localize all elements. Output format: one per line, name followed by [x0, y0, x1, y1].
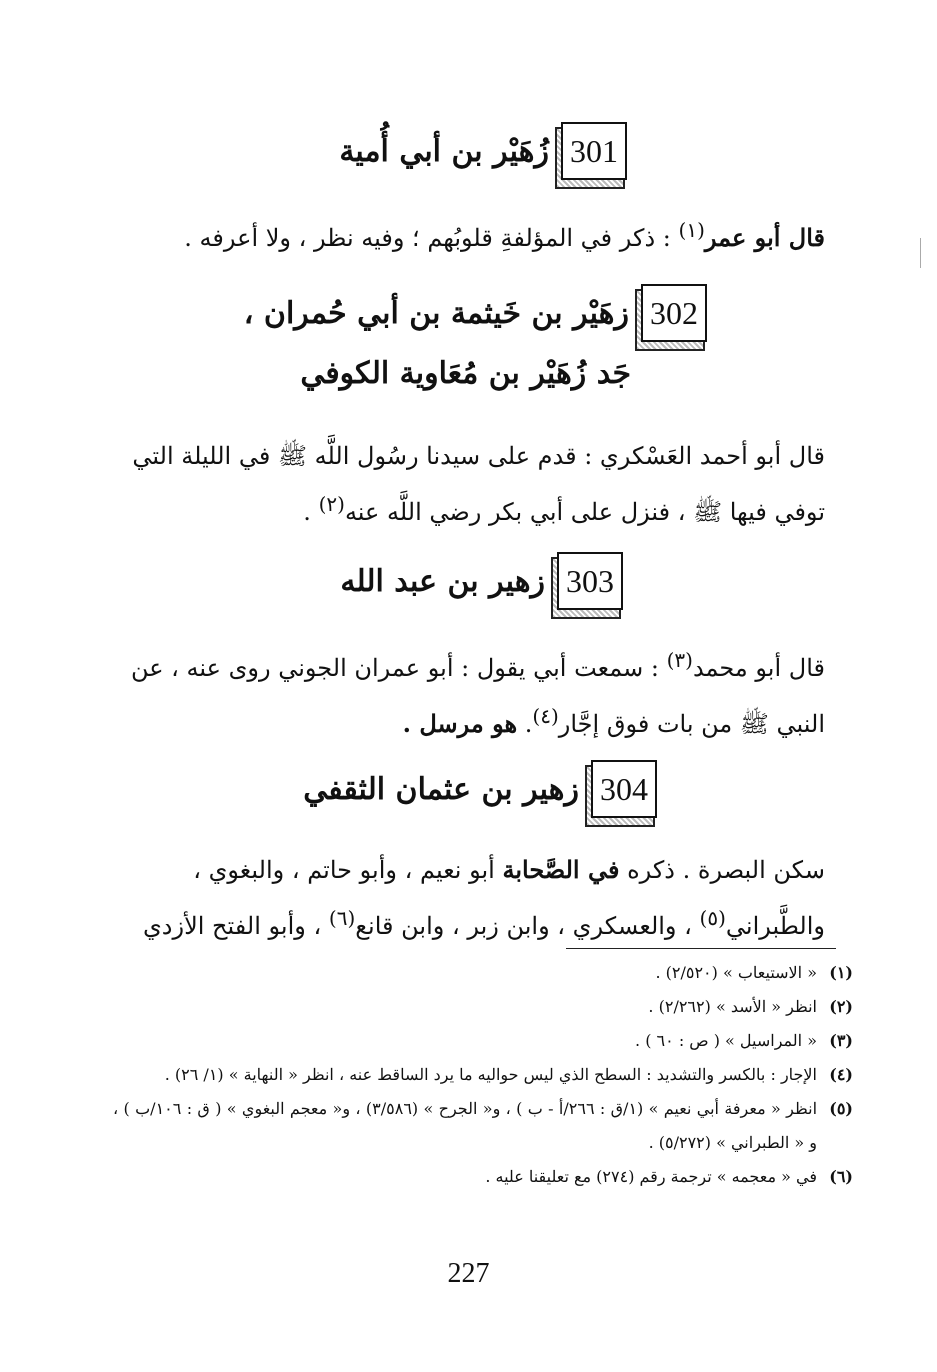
entry-number: 303 [557, 552, 623, 610]
paragraph-301 [109, 206, 825, 262]
entry-heading-302 [244, 284, 707, 342]
entry-heading-304 [303, 760, 657, 818]
paragraph-303: قال أبو محمد$^{(٣)}$ : سمعت أبي يقول : أبو عمران الجوني روى عنه ، عن النبي ﷺ من بات فوق إجَّار$^{(٤)}$. هو مرسل . [130, 648, 825, 738]
entry-heading-303 [340, 552, 623, 610]
footnotes [113, 956, 853, 1194]
ruling: هو مرسل . [402, 709, 518, 738]
footnote-ref: (٣) [666, 648, 693, 672]
entry-title: زهير بن عبد الله [340, 563, 545, 599]
paragraph-text: توفي فيها ﷺ ، فنزل على أبي بكر رضي اللَّه عنه [344, 498, 825, 526]
paragraph-302: قال أبو أحمد العَسْكري : قدم على سيدنا رسُول اللَّه ﷺ في الليلة التي توفي فيها ﷺ ، فنزل على أبي بكر رضي اللَّه عنه$^{(٢)}$ . [109, 432, 825, 536]
entry-number: 304 [591, 760, 657, 818]
entry-number-box [641, 284, 707, 342]
paragraph-text: : ذكر في المؤلفةِ قلوبُهم ؛ وفيه نظر ، ولا أعرفه . [184, 224, 671, 252]
entry-title: زهَيْر بن خَيثمة بن أبي حُمران ، [243, 295, 629, 331]
footnote: (٣) « المراسيل » ( ص : ٦٠ ) . [635, 1031, 853, 1050]
footnote: (٢) انظر « الأسد » (٢/٢٦٢) . [648, 997, 853, 1016]
footnote-ref: (١) [678, 218, 705, 242]
footnote-ref: (٢) [318, 492, 345, 516]
paragraph-304: سكن البصرة . ذكره في الصَّحابة أبو نعيم ، وأبو حاتم ، والبغوي ، والطَّبراني$^{(٥)}$ ، والعسكري ، وابن زبر ، وابن قانع$^{(٦)}$ ، وأبو الفتح الأزدي [143, 855, 825, 940]
entry-title-line2: جَد زُهَيْر بن مُعَاوية الكوفي [300, 356, 631, 391]
entry-title: زُهَيْر بن أبي أُمية [339, 133, 549, 169]
entry-number-box [561, 122, 627, 180]
footnote-divider [566, 948, 836, 949]
edge-mark [920, 238, 921, 268]
footnote-ref: (٦) [328, 906, 356, 930]
footnote-ref: (٥) [699, 906, 726, 930]
footnote: (٤) الإجار : بالكسر والتشديد : السطح الذي ليس حواليه ما يرد الساقط عنه ، انظر « النهاية » (١/ ٢٦) . [164, 1065, 853, 1084]
entry-number-box [591, 760, 657, 818]
page-number: 227 [447, 1258, 490, 1289]
entry-number-box [557, 552, 623, 610]
footnote: (٥) انظر « معرفة أبي نعيم » (١/ق : ٢٦٦/أ - ب ) ، و« الجرح » (٣/٥٨٦) ، و« معجم البغوي » ( ق : ١٠٦/ب ) ، و « الطبراني » (٥/٢٧٢) . [113, 1099, 853, 1152]
entry-number: 302 [641, 284, 707, 342]
footnote-ref: (٤) [532, 704, 559, 728]
entry-heading-301 [339, 122, 627, 180]
footnote: (٦) في « معجمه » ترجمة رقم (٢٧٤) مع تعليقنا عليه . [485, 1167, 853, 1186]
footnote: (١) « الاستيعاب » (٢/٥٢٠) . [655, 963, 853, 982]
narrator: قال أبو عمر [704, 223, 825, 252]
entry-number: 301 [561, 122, 627, 180]
entry-title: زهير بن عثمان الثقفي [303, 771, 579, 807]
paragraph-line: قال أبو أحمد العَسْكري : قدم على سيدنا رسُول اللَّه ﷺ في الليلة التي [132, 442, 825, 470]
